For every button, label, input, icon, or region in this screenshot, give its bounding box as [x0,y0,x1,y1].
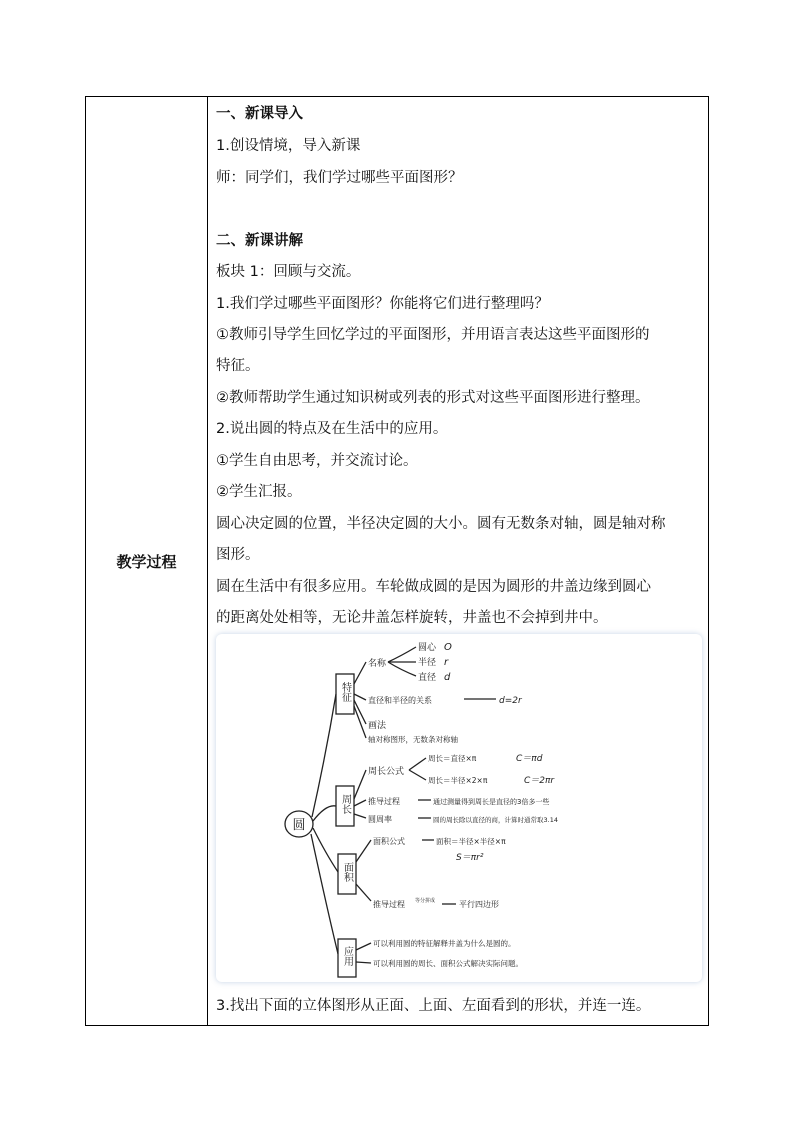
pi-label: 圆周率 [368,815,392,824]
text-line: 1.我们学过哪些平面图形？你能将它们进行整理吗？ [216,296,549,312]
lesson-table [85,96,709,1026]
text-line: 图形。 [216,547,260,563]
section-heading-intro: 一、新课导入 [216,106,303,122]
text-line: 特征。 [216,358,260,374]
branch-label-application: 应用 [341,946,353,966]
diameter-symbol: d [444,672,451,683]
derive-label-1: 推导过程 [368,797,400,806]
text-line: ②教师帮助学生通过知识树或列表的形式对这些平面图形进行整理。 [216,390,650,406]
branch-label-perimeter: 周长 [339,794,351,814]
pi-text: 圆的周长除以直径的商，计算时通常取3.14 [433,816,558,824]
diameter-label: 直径 [418,673,437,683]
section-heading-new: 二、新课讲解 [216,233,303,249]
text-line: 1.创设情境，导入新课 [216,138,361,154]
application-text-2: 可以利用圆的周长、面积公式解决实际问题。 [373,959,523,968]
radius-symbol: r [444,657,449,668]
names-label: 名称 [368,659,387,669]
center-label: 圆心 [418,643,437,653]
text-line: 师：同学们，我们学过哪些平面图形？ [216,170,463,186]
text-line: 3.找出下面的立体图形从正面、上面、左面看到的形状，并连一连。 [216,998,651,1014]
mindmap-svg [216,634,702,982]
circle-knowledge-tree-image [216,634,702,982]
derive-text-2: 平行四边形 [459,900,499,909]
area-symbol: S＝πr² [456,853,484,863]
column-divider [207,97,208,1025]
text-line: 圆在生活中有很多应用。车轮做成圆的是因为圆形的井盖边缘到圆心 [216,579,651,595]
application-text-1: 可以利用圆的特征解释井盖为什么是圆的。 [373,939,516,948]
relation-label: 直径和半径的关系 [368,696,432,705]
derive-mid-label: 等分拼成 [415,898,436,904]
derive-text-1: 通过测量得到周长是直径的3倍多一些 [433,798,550,806]
text-line: 2.说出圆的特点及在生活中的应用。 [216,421,448,437]
area-formula-label: 面积公式 [373,837,405,846]
text-line: ①学生自由思考，并交流讨论。 [216,453,418,469]
root-label: 圆 [292,818,306,833]
text-line: ②学生汇报。 [216,484,302,500]
branch-label-features: 特征 [339,682,351,702]
perimeter-symbol-1: C＝πd [516,754,543,764]
row-label: 教学过程 [116,552,177,571]
branch-label-area: 面积 [341,862,353,882]
drawing-label: 画法 [368,721,387,731]
center-symbol: O [444,642,452,653]
perimeter-formula-1: 周长＝直径×π [428,754,477,763]
perimeter-formula-2: 周长＝半径×2×π [428,776,488,785]
text-line: ①教师引导学生回忆学过的平面图形，并用语言表达这些平面图形的 [216,327,650,343]
text-line: 圆心决定圆的位置，半径决定圆的大小。圆有无数条对轴，圆是轴对称 [216,516,666,532]
perimeter-symbol-2: C＝2πr [524,776,555,786]
derive-label-2: 推导过程 [373,900,405,909]
area-text: 面积＝半径×半径×π [436,837,506,846]
perimeter-formula-label: 周长公式 [368,767,405,777]
text-line: 的距离处处相等，无论井盖怎样旋转，井盖也不会掉到井中。 [216,610,608,626]
radius-label: 半径 [418,658,437,668]
text-line: 板块 1：回顾与交流。 [216,264,361,280]
symmetry-label: 轴对称图形，无数条对称轴 [368,735,458,744]
relation-formula: d=2r [499,696,522,706]
